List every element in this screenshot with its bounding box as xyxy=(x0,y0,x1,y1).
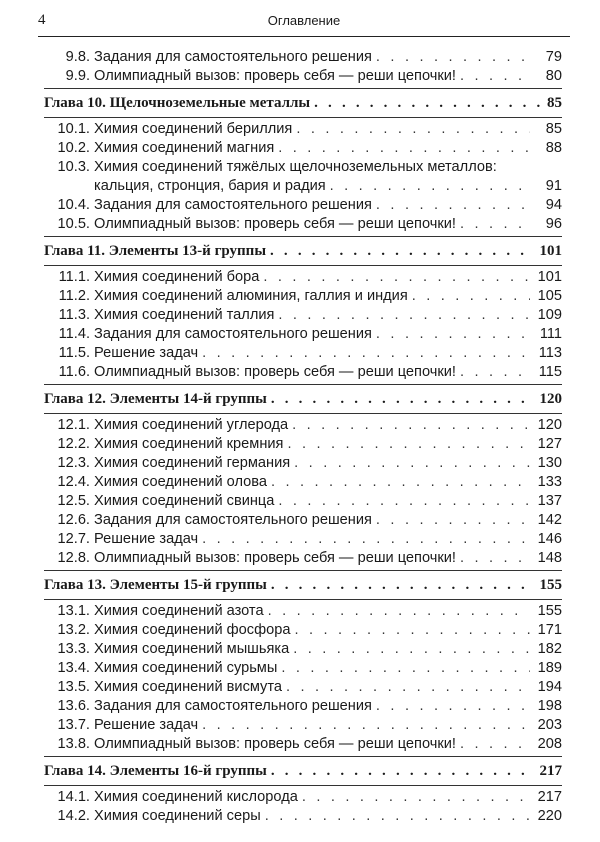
section-title: Задания для самостоятельного решения xyxy=(94,49,372,65)
section-title: Задания для самостоятельного решения xyxy=(94,326,372,342)
section-title: Олимпиадный вызов: проверь себя — реши цепочки! xyxy=(94,364,456,380)
section-page-number: 171 xyxy=(537,622,562,638)
section-page-number: 111 xyxy=(539,326,562,342)
toc-section-entry[interactable] xyxy=(44,344,562,363)
toc-section-entry[interactable] xyxy=(44,659,562,678)
section-title: Решение задач xyxy=(94,345,199,361)
dot-leader xyxy=(286,678,530,697)
section-page-number: 109 xyxy=(537,307,562,323)
section-divider xyxy=(44,265,562,266)
section-divider xyxy=(44,599,562,600)
section-number: 13.8. xyxy=(57,736,90,752)
section-page-number: 189 xyxy=(537,660,562,676)
section-page-number: 220 xyxy=(537,808,562,824)
section-page-number: 130 xyxy=(537,455,562,471)
section-title: Олимпиадный вызов: проверь себя — реши цепочки! xyxy=(94,216,456,232)
dot-leader xyxy=(314,92,541,115)
toc-section-entry[interactable] xyxy=(44,492,562,511)
section-number: 12.1. xyxy=(57,417,90,433)
section-title: Олимпиадный вызов: проверь себя — реши цепочки! xyxy=(94,68,456,84)
chapter-title: Глава 13. Элементы 15-й группы xyxy=(44,577,267,593)
toc-section-entry[interactable] xyxy=(44,139,562,158)
section-divider xyxy=(44,236,562,237)
dot-leader xyxy=(292,416,530,435)
page-number: 4 xyxy=(38,12,46,28)
section-title: Химия соединений фосфора xyxy=(94,622,291,638)
section-number: 12.8. xyxy=(57,550,90,566)
section-title: Решение задач xyxy=(94,531,199,547)
toc-section-entry[interactable] xyxy=(44,530,562,549)
toc-section-entry[interactable] xyxy=(44,158,562,177)
section-title: Олимпиадный вызов: проверь себя — реши цепочки! xyxy=(94,736,456,752)
toc-chapter-entry[interactable] xyxy=(44,92,562,115)
dot-leader xyxy=(376,196,530,215)
section-number: 12.5. xyxy=(57,493,90,509)
section-page-number: 120 xyxy=(537,417,562,433)
dot-leader xyxy=(271,574,534,597)
toc-section-entry[interactable] xyxy=(44,67,562,86)
toc-section-entry[interactable] xyxy=(44,325,562,344)
section-title: Химия соединений бериллия xyxy=(94,121,293,137)
section-divider xyxy=(44,785,562,786)
dot-leader xyxy=(263,268,530,287)
dot-leader xyxy=(278,306,530,325)
section-page-number: 155 xyxy=(537,603,562,619)
dot-leader xyxy=(376,325,530,344)
chapter-page-number: 85 xyxy=(547,95,562,111)
section-page-number: 96 xyxy=(545,216,562,232)
toc-section-entry[interactable] xyxy=(44,640,562,659)
dot-leader xyxy=(265,807,530,826)
section-page-number: 91 xyxy=(545,178,562,194)
section-number: 12.2. xyxy=(57,436,90,452)
section-number: 13.6. xyxy=(57,698,90,714)
toc-section-entry[interactable] xyxy=(44,549,562,568)
section-divider xyxy=(44,117,562,118)
section-number: 11.5. xyxy=(58,345,90,361)
section-page-number: 148 xyxy=(537,550,562,566)
section-title: Химия соединений таллия xyxy=(94,307,275,323)
section-page-number: 194 xyxy=(537,679,562,695)
dot-leader xyxy=(202,530,530,549)
section-title: Химия соединений германия xyxy=(94,455,291,471)
section-title: Химия соединений кислорода xyxy=(94,789,298,805)
section-number: 12.6. xyxy=(57,512,90,528)
toc-section-entry[interactable] xyxy=(44,215,562,234)
toc-section-entry[interactable] xyxy=(44,735,562,754)
dot-leader xyxy=(281,659,530,678)
toc-section-entry[interactable] xyxy=(44,621,562,640)
section-page-number: 79 xyxy=(545,49,562,65)
section-page-number: 85 xyxy=(545,121,562,137)
section-number: 9.9. xyxy=(65,68,90,84)
dot-leader xyxy=(271,473,530,492)
section-title: Химия соединений магния xyxy=(94,140,275,156)
section-number: 14.2. xyxy=(57,808,90,824)
section-title: кальция, стронция, бария и радия xyxy=(94,178,326,194)
toc-section-entry[interactable] xyxy=(44,807,562,826)
dot-leader xyxy=(294,621,530,640)
section-page-number: 203 xyxy=(537,717,562,733)
toc-section-entry[interactable] xyxy=(44,177,562,196)
toc-section-entry[interactable] xyxy=(44,363,562,382)
section-title: Задания для самостоятельного решения xyxy=(94,197,372,213)
section-number: 12.4. xyxy=(57,474,90,490)
running-title: Оглавление xyxy=(267,13,341,28)
dot-leader xyxy=(296,120,530,139)
toc-section-entry[interactable] xyxy=(44,716,562,735)
section-number: 10.4. xyxy=(57,197,90,213)
dot-leader xyxy=(271,388,534,411)
section-number: 10.3. xyxy=(57,159,90,175)
toc-section-entry[interactable] xyxy=(44,454,562,473)
section-number: 13.1. xyxy=(57,603,90,619)
dot-leader xyxy=(270,240,533,263)
toc-section-entry[interactable] xyxy=(44,268,562,287)
toc-section-entry[interactable] xyxy=(44,306,562,325)
dot-leader xyxy=(293,640,530,659)
chapter-page-number: 101 xyxy=(539,243,562,259)
toc-chapter-entry[interactable] xyxy=(44,760,562,783)
section-page-number: 113 xyxy=(538,345,562,361)
section-divider xyxy=(44,88,562,89)
section-page-number: 105 xyxy=(537,288,562,304)
section-page-number: 133 xyxy=(537,474,562,490)
chapter-page-number: 217 xyxy=(539,763,562,779)
section-page-number: 182 xyxy=(537,641,562,657)
toc-section-entry[interactable] xyxy=(44,196,562,215)
dot-leader xyxy=(376,511,530,530)
section-number: 12.7. xyxy=(57,531,90,547)
section-divider xyxy=(44,570,562,571)
section-number: 10.1. xyxy=(57,121,90,137)
section-page-number: 127 xyxy=(537,436,562,452)
chapter-title: Глава 10. Щелочноземельные металлы xyxy=(44,95,311,111)
dot-leader xyxy=(278,139,530,158)
section-number: 11.6. xyxy=(58,364,90,380)
chapter-title: Глава 12. Элементы 14-й группы xyxy=(44,391,267,407)
section-number: 11.2. xyxy=(58,288,90,304)
dot-leader xyxy=(376,48,530,67)
section-page-number: 208 xyxy=(537,736,562,752)
dot-leader xyxy=(330,177,530,196)
section-number: 11.4. xyxy=(58,326,90,342)
section-title: Химия соединений серы xyxy=(94,808,261,824)
dot-leader xyxy=(412,287,530,306)
chapter-page-number: 120 xyxy=(539,391,562,407)
section-title: Химия соединений олова xyxy=(94,474,267,490)
section-page-number: 94 xyxy=(545,197,562,213)
chapter-title: Глава 11. Элементы 13-й группы xyxy=(44,243,267,259)
section-title: Химия соединений алюминия, галлия и индия xyxy=(94,288,408,304)
section-title: Химия соединений кремния xyxy=(94,436,284,452)
section-number: 10.5. xyxy=(57,216,90,232)
section-number: 11.1. xyxy=(58,269,90,285)
header-divider xyxy=(38,36,570,37)
section-page-number: 198 xyxy=(537,698,562,714)
dot-leader xyxy=(460,735,530,754)
dot-leader xyxy=(302,788,530,807)
section-page-number: 137 xyxy=(537,493,562,509)
section-number: 11.3. xyxy=(58,307,90,323)
dot-leader xyxy=(278,492,530,511)
section-page-number: 217 xyxy=(537,789,562,805)
section-title: Химия соединений свинца xyxy=(94,493,275,509)
dot-leader xyxy=(268,602,530,621)
toc-chapter-entry[interactable] xyxy=(44,240,562,263)
dot-leader xyxy=(202,344,530,363)
section-number: 9.8. xyxy=(65,49,90,65)
chapter-title: Глава 14. Элементы 16-й группы xyxy=(44,763,267,779)
dot-leader xyxy=(460,363,530,382)
section-number: 13.4. xyxy=(57,660,90,676)
toc-section-entry[interactable] xyxy=(44,435,562,454)
section-title: Химия соединений тяжёлых щелочноземельных металлов: xyxy=(94,159,497,175)
section-title: Задания для самостоятельного решения xyxy=(94,512,372,528)
section-title: Химия соединений углерода xyxy=(94,417,289,433)
toc-chapter-entry[interactable] xyxy=(44,388,562,411)
section-number: 13.7. xyxy=(57,717,90,733)
section-title: Химия соединений мышьяка xyxy=(94,641,290,657)
section-title: Олимпиадный вызов: проверь себя — реши цепочки! xyxy=(94,550,456,566)
toc-section-entry[interactable] xyxy=(44,120,562,139)
section-page-number xyxy=(530,158,562,177)
section-number: 13.2. xyxy=(57,622,90,638)
toc-section-entry[interactable] xyxy=(44,416,562,435)
dot-leader xyxy=(294,454,530,473)
section-page-number: 146 xyxy=(537,531,562,547)
chapter-page-number: 155 xyxy=(539,577,562,593)
section-page-number: 80 xyxy=(545,68,562,84)
dot-leader xyxy=(460,67,530,86)
dot-leader xyxy=(271,760,534,783)
section-number: 14.1. xyxy=(57,789,90,805)
dot-leader xyxy=(202,716,530,735)
section-number: 13.5. xyxy=(57,679,90,695)
toc-section-entry[interactable] xyxy=(44,602,562,621)
dot-leader xyxy=(460,215,530,234)
toc-section-entry[interactable] xyxy=(44,697,562,716)
section-title: Химия соединений сурьмы xyxy=(94,660,278,676)
section-title: Задания для самостоятельного решения xyxy=(94,698,372,714)
section-divider xyxy=(44,413,562,414)
section-number: 12.3. xyxy=(57,455,90,471)
section-title: Решение задач xyxy=(94,717,199,733)
toc-section-entry[interactable] xyxy=(44,788,562,807)
dot-leader xyxy=(287,435,530,454)
section-divider xyxy=(44,756,562,757)
section-page-number: 115 xyxy=(538,364,562,380)
page-header xyxy=(38,12,570,32)
section-divider xyxy=(44,384,562,385)
section-page-number: 101 xyxy=(537,269,562,285)
toc-section-entry[interactable] xyxy=(44,287,562,306)
section-number: 10.2. xyxy=(57,140,90,156)
toc-section-entry[interactable] xyxy=(44,48,562,67)
toc-chapter-entry[interactable] xyxy=(44,574,562,597)
dot-leader xyxy=(376,697,530,716)
section-title: Химия соединений азота xyxy=(94,603,264,619)
dot-leader xyxy=(501,158,530,177)
section-title: Химия соединений висмута xyxy=(94,679,282,695)
section-title: Химия соединений бора xyxy=(94,269,260,285)
section-number: 13.3. xyxy=(57,641,90,657)
section-page-number: 88 xyxy=(545,140,562,156)
section-page-number: 142 xyxy=(537,512,562,528)
toc-section-entry[interactable] xyxy=(44,473,562,492)
toc-section-entry[interactable] xyxy=(44,511,562,530)
toc-section-entry[interactable] xyxy=(44,678,562,697)
dot-leader xyxy=(460,549,530,568)
table-of-contents xyxy=(44,48,562,826)
